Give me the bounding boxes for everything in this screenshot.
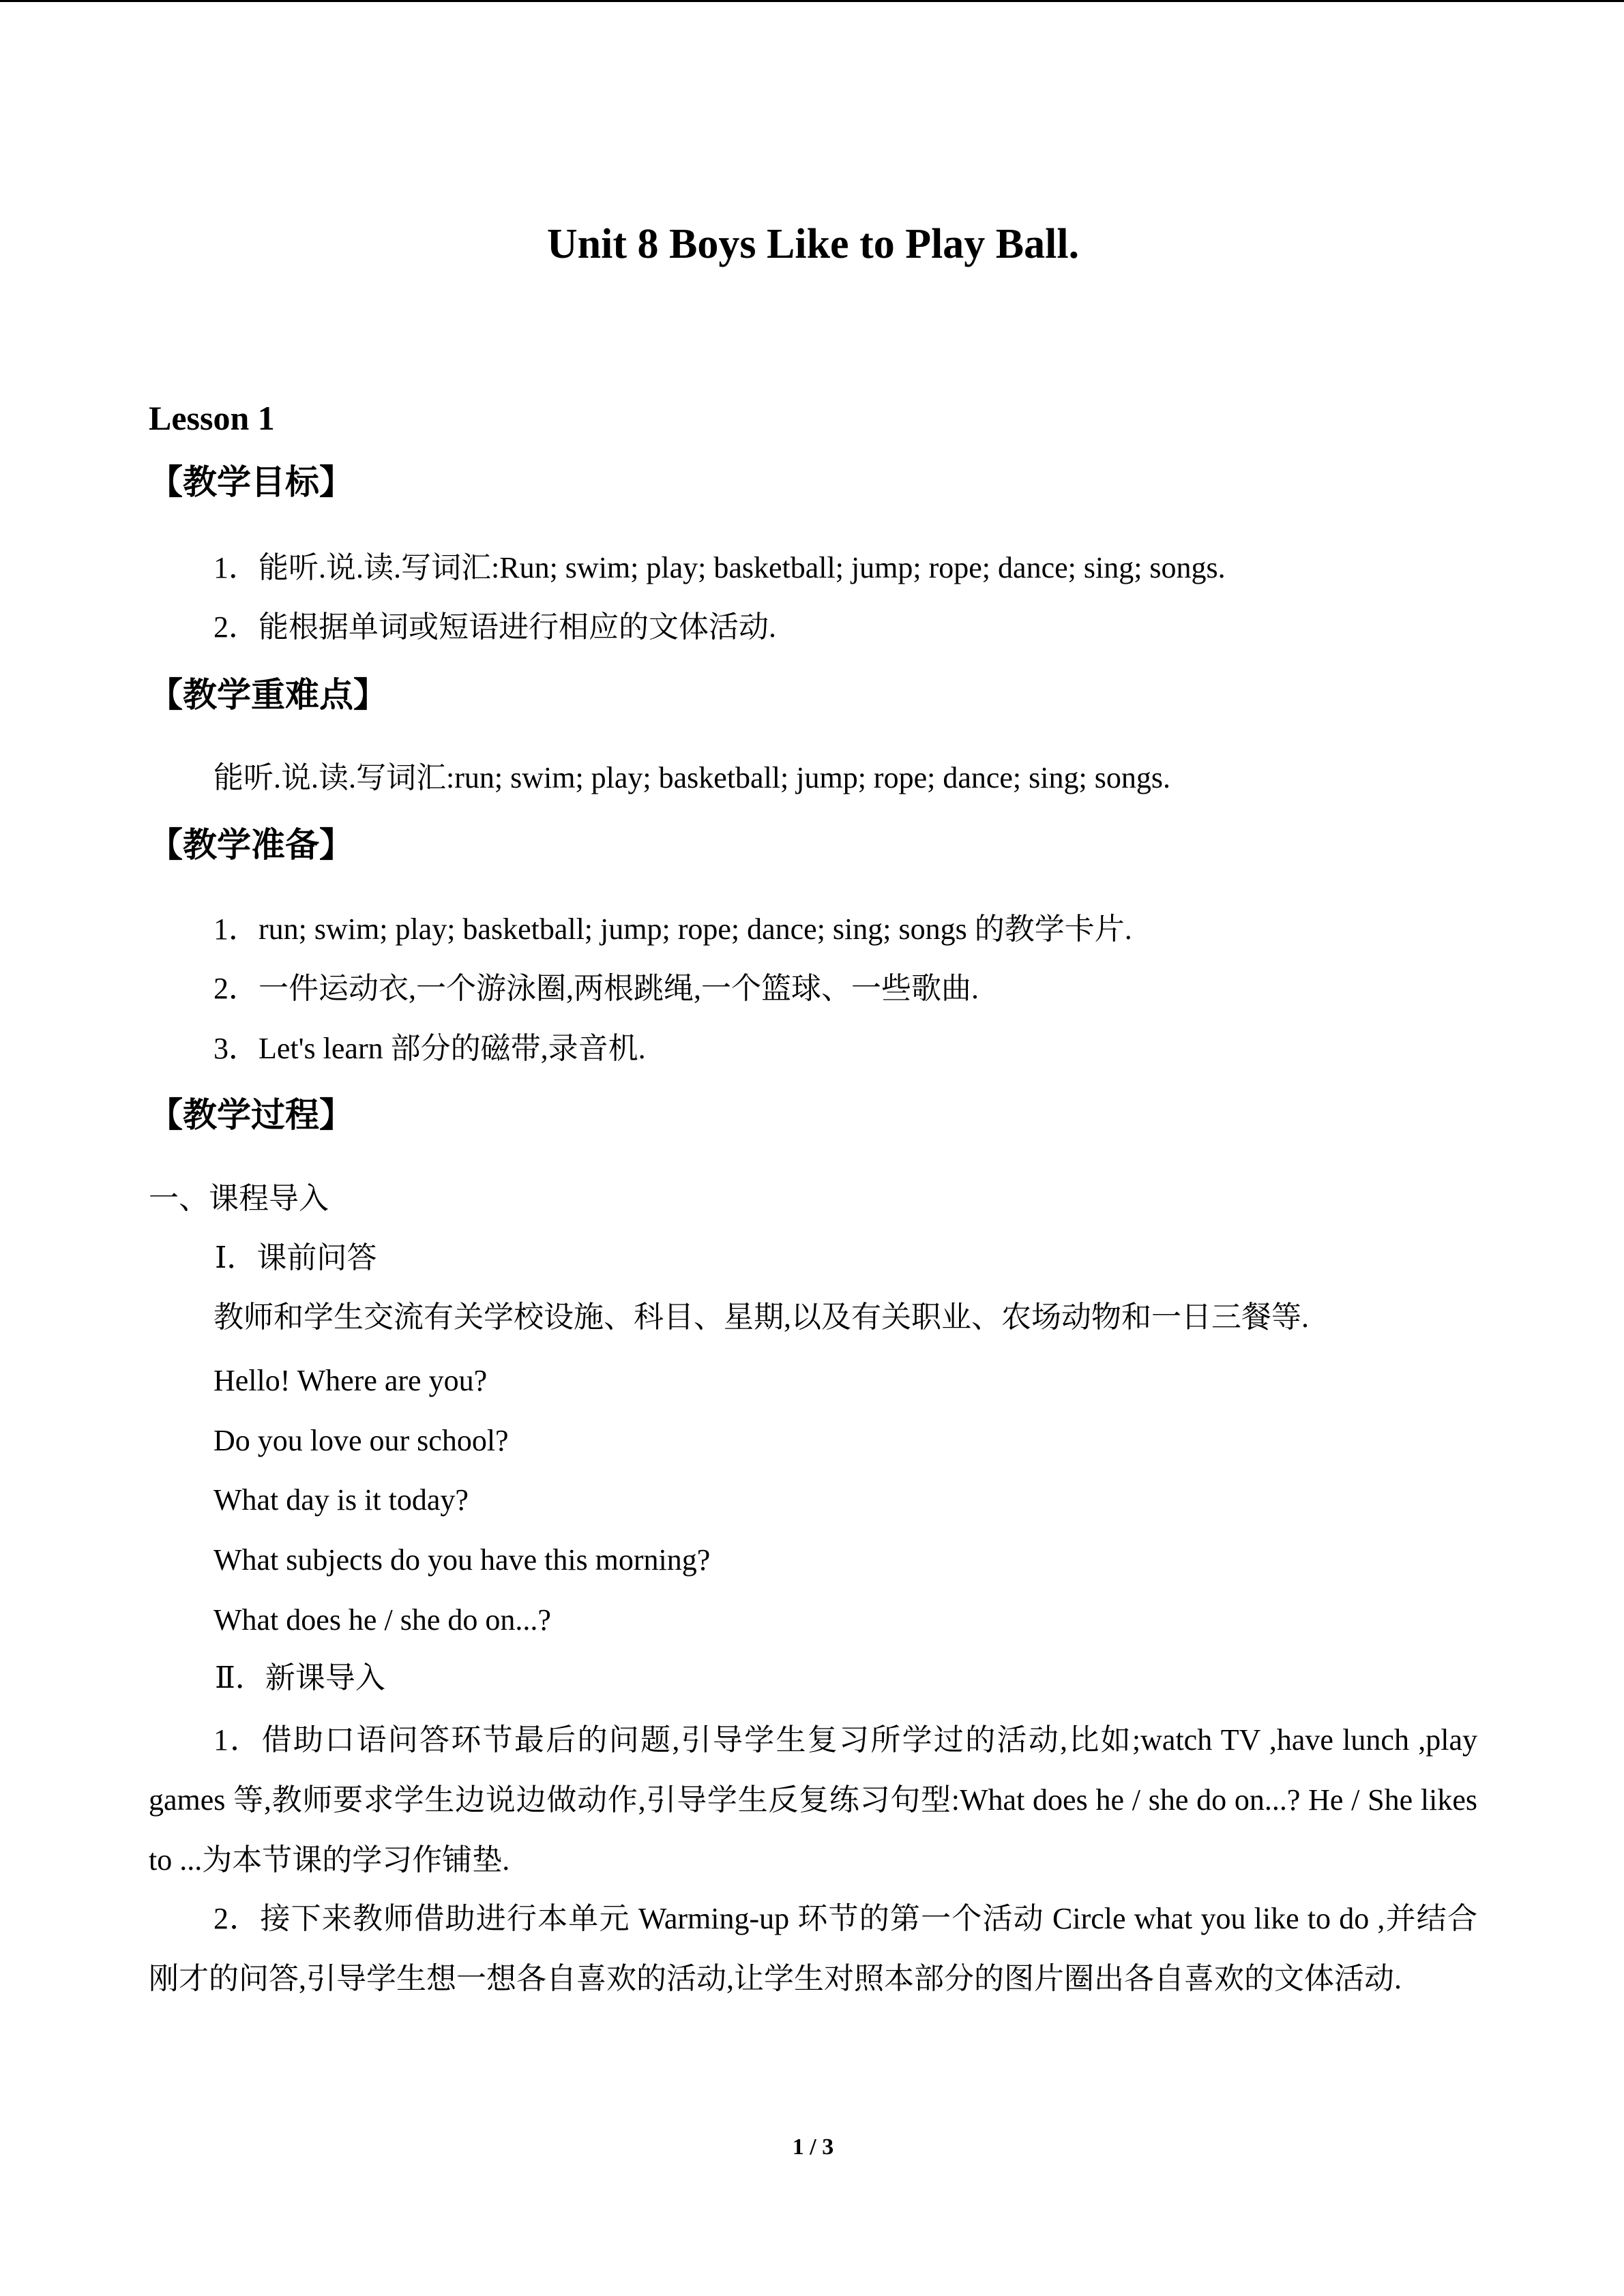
- document-page: [149, 0, 1477, 2296]
- process-step-two: 2．接下来教师借助进行本单元 Warming-up 环节的第一个活动 Circle what you like to do ,并结合刚才的问答,引导学生想一想各自喜欢的活动,让学生对照本部分的图片圈出各自喜欢的文体活动.: [149, 1902, 1477, 1995]
- process-sub-one: Ⅰ．课前问答: [215, 1241, 377, 1274]
- preparation-item-3: 3．Let's learn 部分的磁带,录音机.: [213, 1032, 646, 1065]
- lesson-heading: Lesson 1: [149, 399, 275, 437]
- question-line-3: What day is it today?: [213, 1483, 469, 1517]
- objective-item-1: 1．能听.说.读.写词汇:Run; swim; play; basketball; jump; rope; dance; sing; songs.: [213, 551, 1226, 584]
- key-points-heading: 【教学重难点】: [149, 675, 387, 715]
- preparation-heading: 【教学准备】: [149, 825, 353, 865]
- document-title: Unit 8 Boys Like to Play Ball.: [546, 221, 1080, 267]
- objectives-heading: 【教学目标】: [149, 462, 353, 502]
- process-sub-two: Ⅱ．新课导入: [215, 1661, 385, 1695]
- key-points-text: 能听.说.读.写词汇:run; swim; play; basketball; jump; rope; dance; sing; songs.: [213, 761, 1170, 794]
- objective-item-2: 2．能根据单词或短语进行相应的文体活动.: [213, 610, 776, 644]
- preparation-item-2: 2．一件运动衣,一个游泳圈,两根跳绳,一个篮球、一些歌曲.: [213, 972, 979, 1005]
- process-part-one: 一、课程导入: [149, 1182, 329, 1215]
- question-line-4: What subjects do you have this morning?: [213, 1543, 711, 1577]
- question-line-5: What does he / she do on...?: [213, 1603, 551, 1637]
- process-step-one: 1．借助口语问答环节最后的问题,引导学生复习所学过的活动,比如;watch TV ,have lunch ,play games 等,教师要求学生边说边做动作,引导学生反复练习句型:What does he / she do on...? He / She likes to ...为本节课的学习作铺垫.: [149, 1723, 1477, 1877]
- preparation-item-1: 1．run; swim; play; basketball; jump; rope; dance; sing; songs 的教学卡片.: [213, 912, 1132, 946]
- page-number: 1 / 3: [792, 2134, 834, 2160]
- question-line-1: Hello! Where are you?: [213, 1364, 488, 1397]
- process-heading: 【教学过程】: [149, 1095, 353, 1135]
- process-sub-one-intro: 教师和学生交流有关学校设施、科目、星期,以及有关职业、农场动物和一日三餐等.: [213, 1300, 1309, 1334]
- question-line-2: Do you love our school?: [213, 1424, 509, 1457]
